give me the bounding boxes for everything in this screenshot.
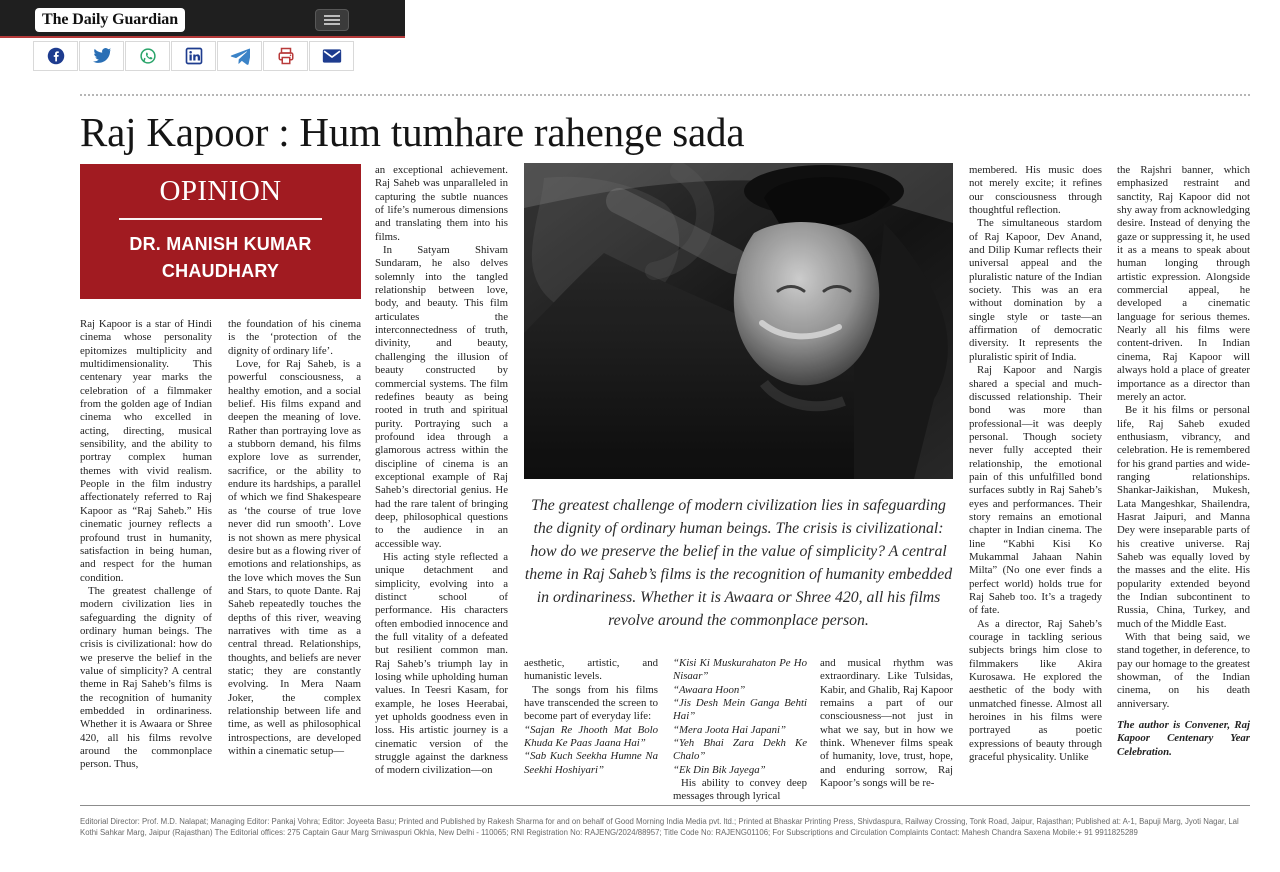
top-divider (80, 94, 1250, 96)
paragraph: With that being said, we stand together, in deference, to pay our homage to the greatest showman, of the Indian cinema, on his death anniversary. (1117, 631, 1250, 710)
print-button[interactable] (263, 41, 308, 71)
paragraph: His ability to convey deep messages through lyrical (673, 777, 807, 803)
telegram-icon (230, 47, 250, 65)
article-column-2 (228, 318, 361, 758)
song-quote: “Sab Kuch Seekha Humne Na Seekhi Hoshiyari” (524, 750, 658, 776)
paragraph: the Rajshri banner, which emphasized restraint and sanctity, Raj Kapoor did not shy away from acknowledging desire. Instead of denying the gaze or suppressing it, he used it as a means to speak about human longing through artistic expression. Alongside commercial appeal, he developed a cinematic language for serious themes. Nearly all his films were content-driven. In Indian cinema, Raj Kapoor will always hold a place of greater importance as a director than merely an actor. (1117, 164, 1250, 403)
share-linkedin-button[interactable] (171, 41, 216, 71)
song-quote: “Yeh Bhai Zara Dekh Ke Chalo” (673, 737, 807, 763)
article-column-8 (1117, 164, 1250, 759)
article-column-3 (375, 164, 508, 778)
song-quote: “Jis Desh Mein Ganga Behti Hai” (673, 697, 807, 723)
share-bar (33, 41, 355, 71)
email-icon (322, 48, 342, 64)
print-imprint: Editorial Director: Prof. M.D. Nalapat; Managing Editor: Pankaj Vohra; Editor: Joyeeta Basu; Printed and Published by Rakesh Sharma for and on behalf of Good Morning India Media pvt. ltd.; Printed at Bhaskar Printing Press, Shivdaspura, Railway Crossing, Tonk Road, Jaipur, Rajasthan; Published at: A-1, Bapuji Marg, Jyoti Nagar, Lal Kothi Sahkar Marg, Jaipur (Rajasthan) The Editorial offices: 275 Captain Gaur Marg Srniwaspuri Okhla, New Delhi - 110065; RNI Registration No: RAJENG/2024/88957; Title Code No: RAJENG01106; For Subscriptions and Circulation Complaints Contact: Mahesh Chandra Saxena Mobile:+ 91 9911825289 (80, 817, 1239, 838)
portrait-illustration (524, 163, 953, 479)
paragraph: In Satyam Shivam Sundaram, he also delves solemnly into the tangled relationship between love, body, and beauty. This film articulates the interconnectedness of truth, divinity, and beauty, challenging the illusion of beauty constructed by commercial systems. The film redefines beauty as being rooted in truth and spiritual purity. Portraying such a profound idea through a glamorous actress within the discipline of cinema is an exceptional example of Raj Saheb’s directorial genius. He had the rare talent of bringing deep, philosophical questions to the audience in an accessible way. (375, 244, 508, 550)
bottom-divider (80, 805, 1250, 806)
top-navigation-bar (0, 0, 405, 38)
opinion-divider (119, 218, 322, 220)
paragraph: The songs from his films have transcended the screen to become part of everyday life: (524, 683, 658, 723)
menu-button[interactable] (315, 9, 349, 31)
linkedin-icon (185, 47, 203, 65)
paragraph: membered. His music does not merely excite; it refines our consciousness through thoughtful reflection. (969, 164, 1102, 217)
article-column-5 (673, 657, 807, 804)
paragraph: Raj Kapoor and Nargis shared a special and much-discussed relationship. Their bond was more than professional—it was deeply personal. Though society never fully accepted their relationship, the emotional pain of this unfulfilled bond surfaces subtly in Raj Saheb’s eyes and performances. Their story remains an emotional chapter in Indian cinema. The line “Kabhi Kisi Ko Mukammal Jahaan Nahin Milta” (No one ever finds a perfect world) holds true for Raj Saheb too. It’s a tragedy of fate. (969, 364, 1102, 617)
article-column-1 (80, 318, 212, 772)
article-column-7 (969, 164, 1102, 764)
opinion-label: OPINION (159, 175, 282, 207)
article-headline: Raj Kapoor : Hum tumhare rahenge sada (80, 109, 745, 155)
paragraph: His acting style reflected a unique detachment and simplicity, evolving into a distinct school of performance. His characters often embodied innocence and the full vitality of a defeated but resilient common man. Raj Saheb’s triumph lay in losing while upholding human values. In Teesri Kasam, for example, he loses Heerabai, yet upholds goodness even in loss. His artistic journey is a cinematic version of the struggle against the darkness of modern civilization—on (375, 550, 508, 777)
article-column-4 (524, 657, 658, 777)
paragraph: an exceptional achievement. Raj Saheb was unparalleled in capturing the subtle nuances of life’s numerous dimensions and translating them into his films. (375, 164, 508, 243)
paragraph: and musical rhythm was extraordinary. Like Tulsidas, Kabir, and Ghalib, Raj Kapoor remains a part of our consciousness—not just in what we say, but in how we think. Whenever films speak of humanity, love, trust, hope, and enduring sorrow, Raj Kapoor’s songs will be re- (820, 657, 953, 790)
song-quote: “Kisi Ki Muskurahaton Pe Ho Nisaar” (673, 657, 807, 683)
share-email-button[interactable] (309, 41, 354, 71)
paragraph: The simultaneous stardom of Raj Kapoor, Dev Anand, and Dilip Kumar reflects their universal appeal and the pluralistic nature of the Indian society. This was an era without domination by a single style or taste—an affirmation of democratic diversity. It represents the pluralistic spirit of India. (969, 217, 1102, 363)
author-name (80, 231, 361, 285)
paragraph: Love, for Raj Saheb, is a powerful consciousness, a healthy emotion, and a social belief. His films expand and deepen the meaning of love. Rather than portraying love as a stubborn demand, his films explore love as surrender, sacrifice, or the ability to endure its hardships, a parallel of which we find Shakespeare as ‘the course of true love never did run smooth’. Love is not shown as mere physical desire but as a flowing river of emotions and relationships, as the love which moves the Sun and Stars, to quote Dante. Raj Saheb repeatedly touches the depths of this river, weaving narratives with time as a central thread. Relationships, thoughts, and beliefs are never static; they are constantly evolving. In Mera Naam Joker, the complex relationship between life and time, as well as philosophical introspections, are developed within a cinematic setup— (228, 358, 361, 757)
site-logo[interactable]: The Daily Guardian (35, 8, 185, 32)
paragraph: Raj Kapoor is a star of Hindi cinema whose personality epitomizes multiplicity and multidimensionality. This centenary year marks the celebration of a filmmaker from the golden age of Indian cinema who excelled in acting, directing, musical sensibility, and the ability to portray complex human themes with vivid realism. People in the film industry affectionately referred to Raj Kapoor as “Raj Saheb.” His cinematic journey reflects a profound trust in humanity, satisfaction in being human, and respect for the human condition. (80, 318, 212, 584)
opinion-box (80, 164, 361, 299)
paragraph: Be it his films or personal life, Raj Saheb exuded enthusiasm, vibrancy, and celebration. He is remembered for his grand parties and wide-ranging relationships. Shankar-Jaikishan, Mukesh, Lata Mangeshkar, Shailendra, Hasrat Jaipuri, and Manna Dey were inseparable parts of his creative universe. Raj Saheb was equally loved by the masses and the elite. His popularity extended beyond the Indian subcontinent to Russia, China, Turkey, and much of the Middle East. (1117, 404, 1250, 630)
share-twitter-button[interactable] (79, 41, 124, 71)
paragraph: As a director, Raj Saheb’s courage in tackling serious subjects brings him close to filmmakers like Akira Kurosawa. He explored the aesthetic of the body with unmatched finesse. Almost all heroines in his films were portrayed as poetic expressions of beauty through graceful physicality. Unlike (969, 617, 1102, 764)
author-note: The author is Convener, Raj Kapoor Centenary Year Celebration. (1117, 719, 1250, 758)
paragraph: the foundation of his cinema is the ‘protection of the dignity of ordinary life’. (228, 318, 361, 357)
twitter-icon (92, 47, 112, 65)
author-line-2: CHAUDHARY (161, 261, 280, 281)
hamburger-icon (324, 14, 340, 26)
print-icon (277, 47, 295, 65)
song-quote: “Ek Din Bik Jayega” (673, 763, 766, 776)
pull-quote: The greatest challenge of modern civilization lies in safeguarding the dignity of ordinary human beings. The crisis is civilizational: how do we preserve the belief in the value of simplicity? A central theme in Raj Saheb’s films is the recognition of humanity embedded in ordinariness. Whether it is Awaara or Shree 420, all his films revolve around the commonplace person. (524, 497, 953, 629)
paragraph: aesthetic, artistic, and humanistic levels. (524, 657, 658, 683)
song-quote: “Mera Joota Hai Japani” (673, 723, 787, 736)
share-facebook-button[interactable] (33, 41, 78, 71)
article-column-6 (820, 657, 953, 790)
author-line-1: DR. MANISH KUMAR (129, 234, 312, 254)
raj-kapoor-photo (524, 163, 953, 479)
song-quote: “Awaara Hoon” (673, 683, 746, 696)
share-whatsapp-button[interactable] (125, 41, 170, 71)
facebook-icon (47, 47, 65, 65)
paragraph: The greatest challenge of modern civilization lies in safeguarding the dignity of ordinary human beings. The crisis is civilizational: how do we preserve the belief in the value of simplicity? A central theme in Raj Saheb’s films is the recognition of humanity embedded in ordinariness. Whether it is Awaara or Shree 420, all his films revolve around the commonplace person. Thus, (80, 584, 212, 771)
whatsapp-icon (139, 47, 157, 65)
song-quote: “Sajan Re Jhooth Mat Bolo Khuda Ke Paas Jaana Hai” (524, 723, 658, 750)
share-telegram-button[interactable] (217, 41, 262, 71)
